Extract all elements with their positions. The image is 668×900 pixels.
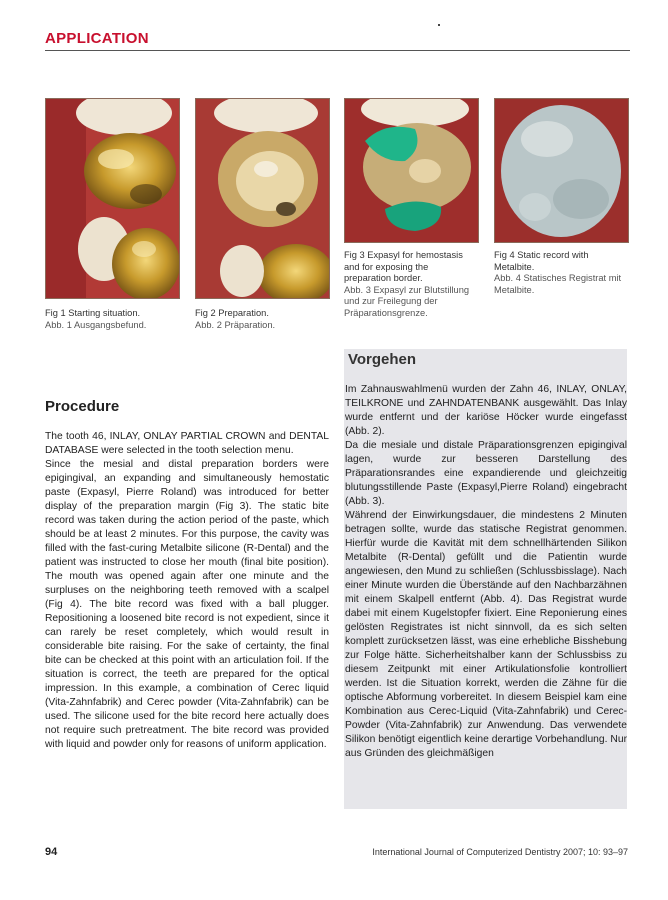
paragraph: Since the mesial and distal preparation borders were epigingival, an expanding and simultaneously hemostatic paste (Expasyl, Pierre Roland) was introduced for better display of the preparation margin (Fig 3). The static bite record was taken during the action period of the paste, which should be at least 2 minutes. For this purpose, the cavity was filled with the fast-curing Metalbite silicone (R-Dental) and the patient was instructed to close her mouth (final bite position). The mouth was opened again after one minute and the surpluses on the neighboring teeth removed with a scalpel (Fig 4). The bite record was fixed with a ball plugger. Repositioning a loosened bite record is not expedient, since it can rarely be reset completely, which would result in considerable bite raising. For the sake of certainty, the final bite can be checked at this point with an articulation foil. If the situation is correct, the teeth are prepared for the optical impression. In this example, a combination of Cerec liquid (Vita-Zahnfabrik) and Cerec powder (Vita-Zahnfabrik) can be used. The silicone used for the bite record here actually does not require such pretreatment. The bite record was provided with liquid and powder only for reasons of uniform application.: [45, 459, 329, 750]
figure-2-photo: [195, 98, 330, 299]
caption-de: Abb. 4 Statisches Registrat mit Metalbite.: [494, 273, 622, 295]
paragraph: Während der Einwirkungsdauer, die mindestens 2 Minuten betragen sollte, wurde das statische Registrat genommen. Hierfür wurde die Kavität mit dem schnellhärtenden Silikon Metalbite (R-Dental) gefüllt und die Patientin wurde angewiesen, den Mund zu schließen (Schlussbisslage). Nach einer Minute wurden die Überstände auf den Nachbarzähnen mit einem Skalpell entfernt (Abb. 4). Das Registrat wurde dabei mit einem Kugelstopfer fixiert. Eine Reponierung eines gelösten Registrates ist nicht sinnvoll, da es sich selten komplett zurücksetzen lässt, was eine erhebliche Bisshebung zur Folge hätte. Sicherheitshalber kann der Schlussbiss zu diesem Zeitpunkt mit einer Artikulationsfolie kontrolliert werden. Ist die Situation korrekt, werden die Zähne für die optische Abformung vorbereitet. In diesem Beispiel kam eine Kombination aus Cerec-Liquid (Vita-Zahnfabrik) und Cerec-Powder (Vita-Zahnfabrik) zur Anwendung. Das verwendete Silikon benötigt eigentlich keine derartige Vorbehandlung. Nur aus Gründen des gleichmäßigen: [345, 510, 627, 759]
figure-3-photo: [344, 98, 479, 243]
paragraph: The tooth 46, INLAY, ONLAY PARTIAL CROWN and DENTAL DATABASE were selected in the tooth selection menu.: [45, 431, 329, 456]
procedure-heading: Procedure: [45, 398, 120, 415]
speck: [438, 24, 440, 26]
figure-2-caption: [195, 308, 345, 331]
caption-en: Fig 4 Static record with Metalbite.: [494, 250, 589, 272]
figure-4-photo: [494, 98, 629, 243]
vorgehen-heading: Vorgehen: [348, 351, 417, 368]
caption-de: Abb. 1 Ausgangsbefund.: [45, 319, 147, 330]
figure-4-caption: [494, 250, 627, 296]
figure-1-photo: [45, 98, 180, 299]
figure-1-caption: [45, 308, 195, 331]
vorgehen-body: [345, 383, 627, 761]
caption-en: Fig 2 Preparation.: [195, 308, 269, 318]
figure-3-caption: [344, 250, 472, 319]
journal-citation: International Journal of Computerized Dentistry 2007; 10: 93–97: [372, 847, 628, 857]
caption-de: Abb. 3 Expasyl zur Blutstillung und zur Freilegung der Präparationsgrenze.: [344, 284, 470, 318]
section-header: APPLICATION: [45, 30, 149, 47]
caption-en: Fig 3 Expasyl for hemostasis and for exposing the preparation border.: [344, 250, 463, 283]
procedure-body: [45, 430, 329, 752]
caption-en: Fig 1 Starting situation.: [45, 308, 141, 318]
caption-de: Abb. 2 Präparation.: [195, 319, 276, 330]
header-rule: [45, 50, 630, 51]
page-number: 94: [45, 846, 58, 858]
paragraph: Im Zahnauswahlmenü wurden der Zahn 46, INLAY, ONLAY, TEILKRONE und ZAHNDATENBANK ausgewählt. Das Inlay wurde entfernt und der kariöse Höcker wurde eingefasst (Abb. 2).: [345, 384, 627, 437]
paragraph: Da die mesiale und distale Präparationsgrenzen epigingival lagen, wurde zur besseren Darstellung des Präparationsrandes eine expandierende und gleichzeitig blutungsstillende Paste (Expasyl,Pierre Roland) eingebracht (Abb. 3).: [345, 440, 627, 507]
